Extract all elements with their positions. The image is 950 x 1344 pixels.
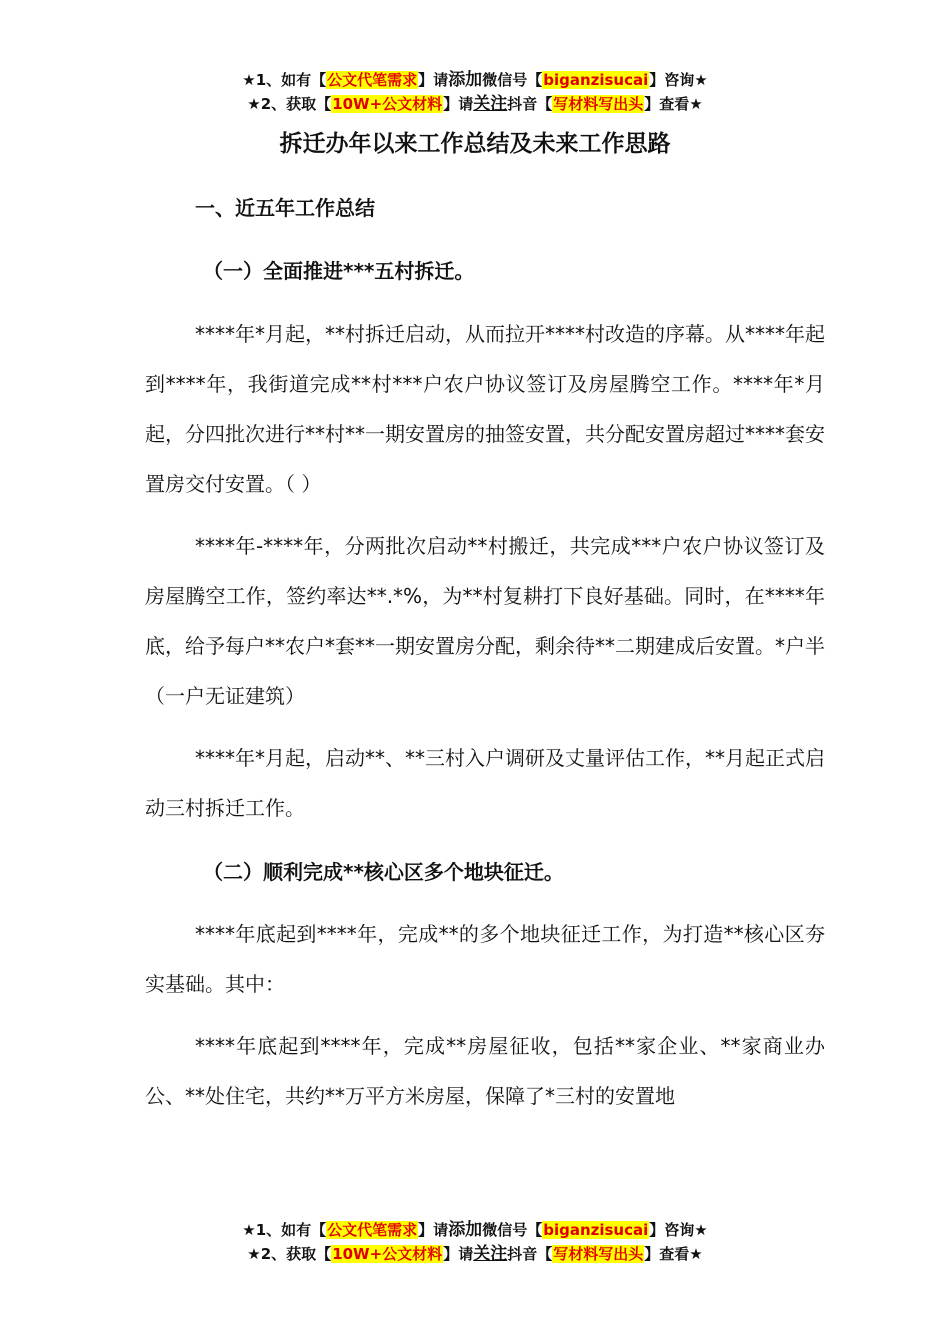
banner-text: ★1、如有【 (242, 1221, 327, 1239)
banner-line-1 (0, 1218, 950, 1242)
subsection-heading: （一）全面推进***五村拆迁。 (203, 259, 475, 283)
banner-text: 添加 (448, 70, 483, 90)
banner-text: 】请 (418, 1221, 449, 1239)
banner-text: ★2、获取【 (247, 95, 332, 113)
banner-line-2 (0, 1242, 950, 1266)
document-title: 拆迁办年以来工作总结及未来工作思路 (279, 131, 671, 157)
paragraph: ****年底起到****年，完成**房屋征收，包括**家企业、**家商业办公、**处住宅，共约**万平方米房屋，保障了*三村的安置地 (145, 1034, 825, 1108)
banner-line-2 (0, 92, 950, 116)
footer-banner (0, 1218, 950, 1266)
highlight-materials: 10W+公文材料 (332, 95, 443, 113)
highlight-douyin: 写材料写出头 (553, 1245, 644, 1263)
banner-line-1 (0, 68, 950, 92)
banner-text: 】咨询★ (649, 1221, 708, 1239)
header-banner (0, 68, 950, 116)
banner-text: 抖音【 (507, 95, 553, 113)
section-heading: 一、近五年工作总结 (195, 196, 375, 220)
banner-text: 微信号【 (482, 1221, 543, 1239)
highlight-service: 公文代笔需求 (327, 1221, 418, 1239)
banner-text: 关注 (473, 94, 508, 114)
banner-text: 抖音【 (507, 1245, 553, 1263)
banner-text: ★1、如有【 (242, 71, 327, 89)
banner-text: 】咨询★ (649, 71, 708, 89)
highlight-materials: 10W+公文材料 (332, 1245, 443, 1263)
paragraph: ****年*月起，**村拆迁启动，从而拉开****村改造的序幕。从****年起到****年，我街道完成**村***户农户协议签订及房屋腾空工作。****年*月起，分四批次进行**村**一期安置房的抽签安置，共分配安置房超过****套安置房交付安置。（ ） (145, 322, 825, 496)
highlight-service: 公文代笔需求 (327, 71, 418, 89)
paragraph: ****年底起到****年，完成**的多个地块征迁工作，为打造**核心区夯实基础。其中： (145, 922, 825, 996)
banner-text: 】查看★ (644, 95, 703, 113)
banner-text: 】请 (443, 95, 474, 113)
banner-text: 添加 (448, 1220, 483, 1240)
banner-text: ★2、获取【 (247, 1245, 332, 1263)
banner-text: 微信号【 (482, 71, 543, 89)
subsection-heading: （二）顺利完成**核心区多个地块征迁。 (203, 860, 564, 884)
banner-text: 关注 (473, 1244, 508, 1264)
paragraph: ****年-****年，分两批次启动**村搬迁，共完成***户农户协议签订及房屋腾空工作，签约率达**.*%，为**村复耕打下良好基础。同时，在****年底，给予每户**农户*套**一期安置房分配，剩余待**二期建成后安置。*户半（一户无证建筑） (145, 534, 825, 708)
highlight-douyin: 写材料写出头 (553, 95, 644, 113)
banner-text: 】请 (443, 1245, 474, 1263)
paragraph: ****年*月起，启动**、**三村入户调研及丈量评估工作，**月起正式启动三村拆迁工作。 (145, 746, 825, 820)
banner-text: 】查看★ (644, 1245, 703, 1263)
banner-text: 】请 (418, 71, 449, 89)
highlight-wechat-id: biganzisucai (543, 1221, 649, 1239)
highlight-wechat-id: biganzisucai (543, 71, 649, 89)
